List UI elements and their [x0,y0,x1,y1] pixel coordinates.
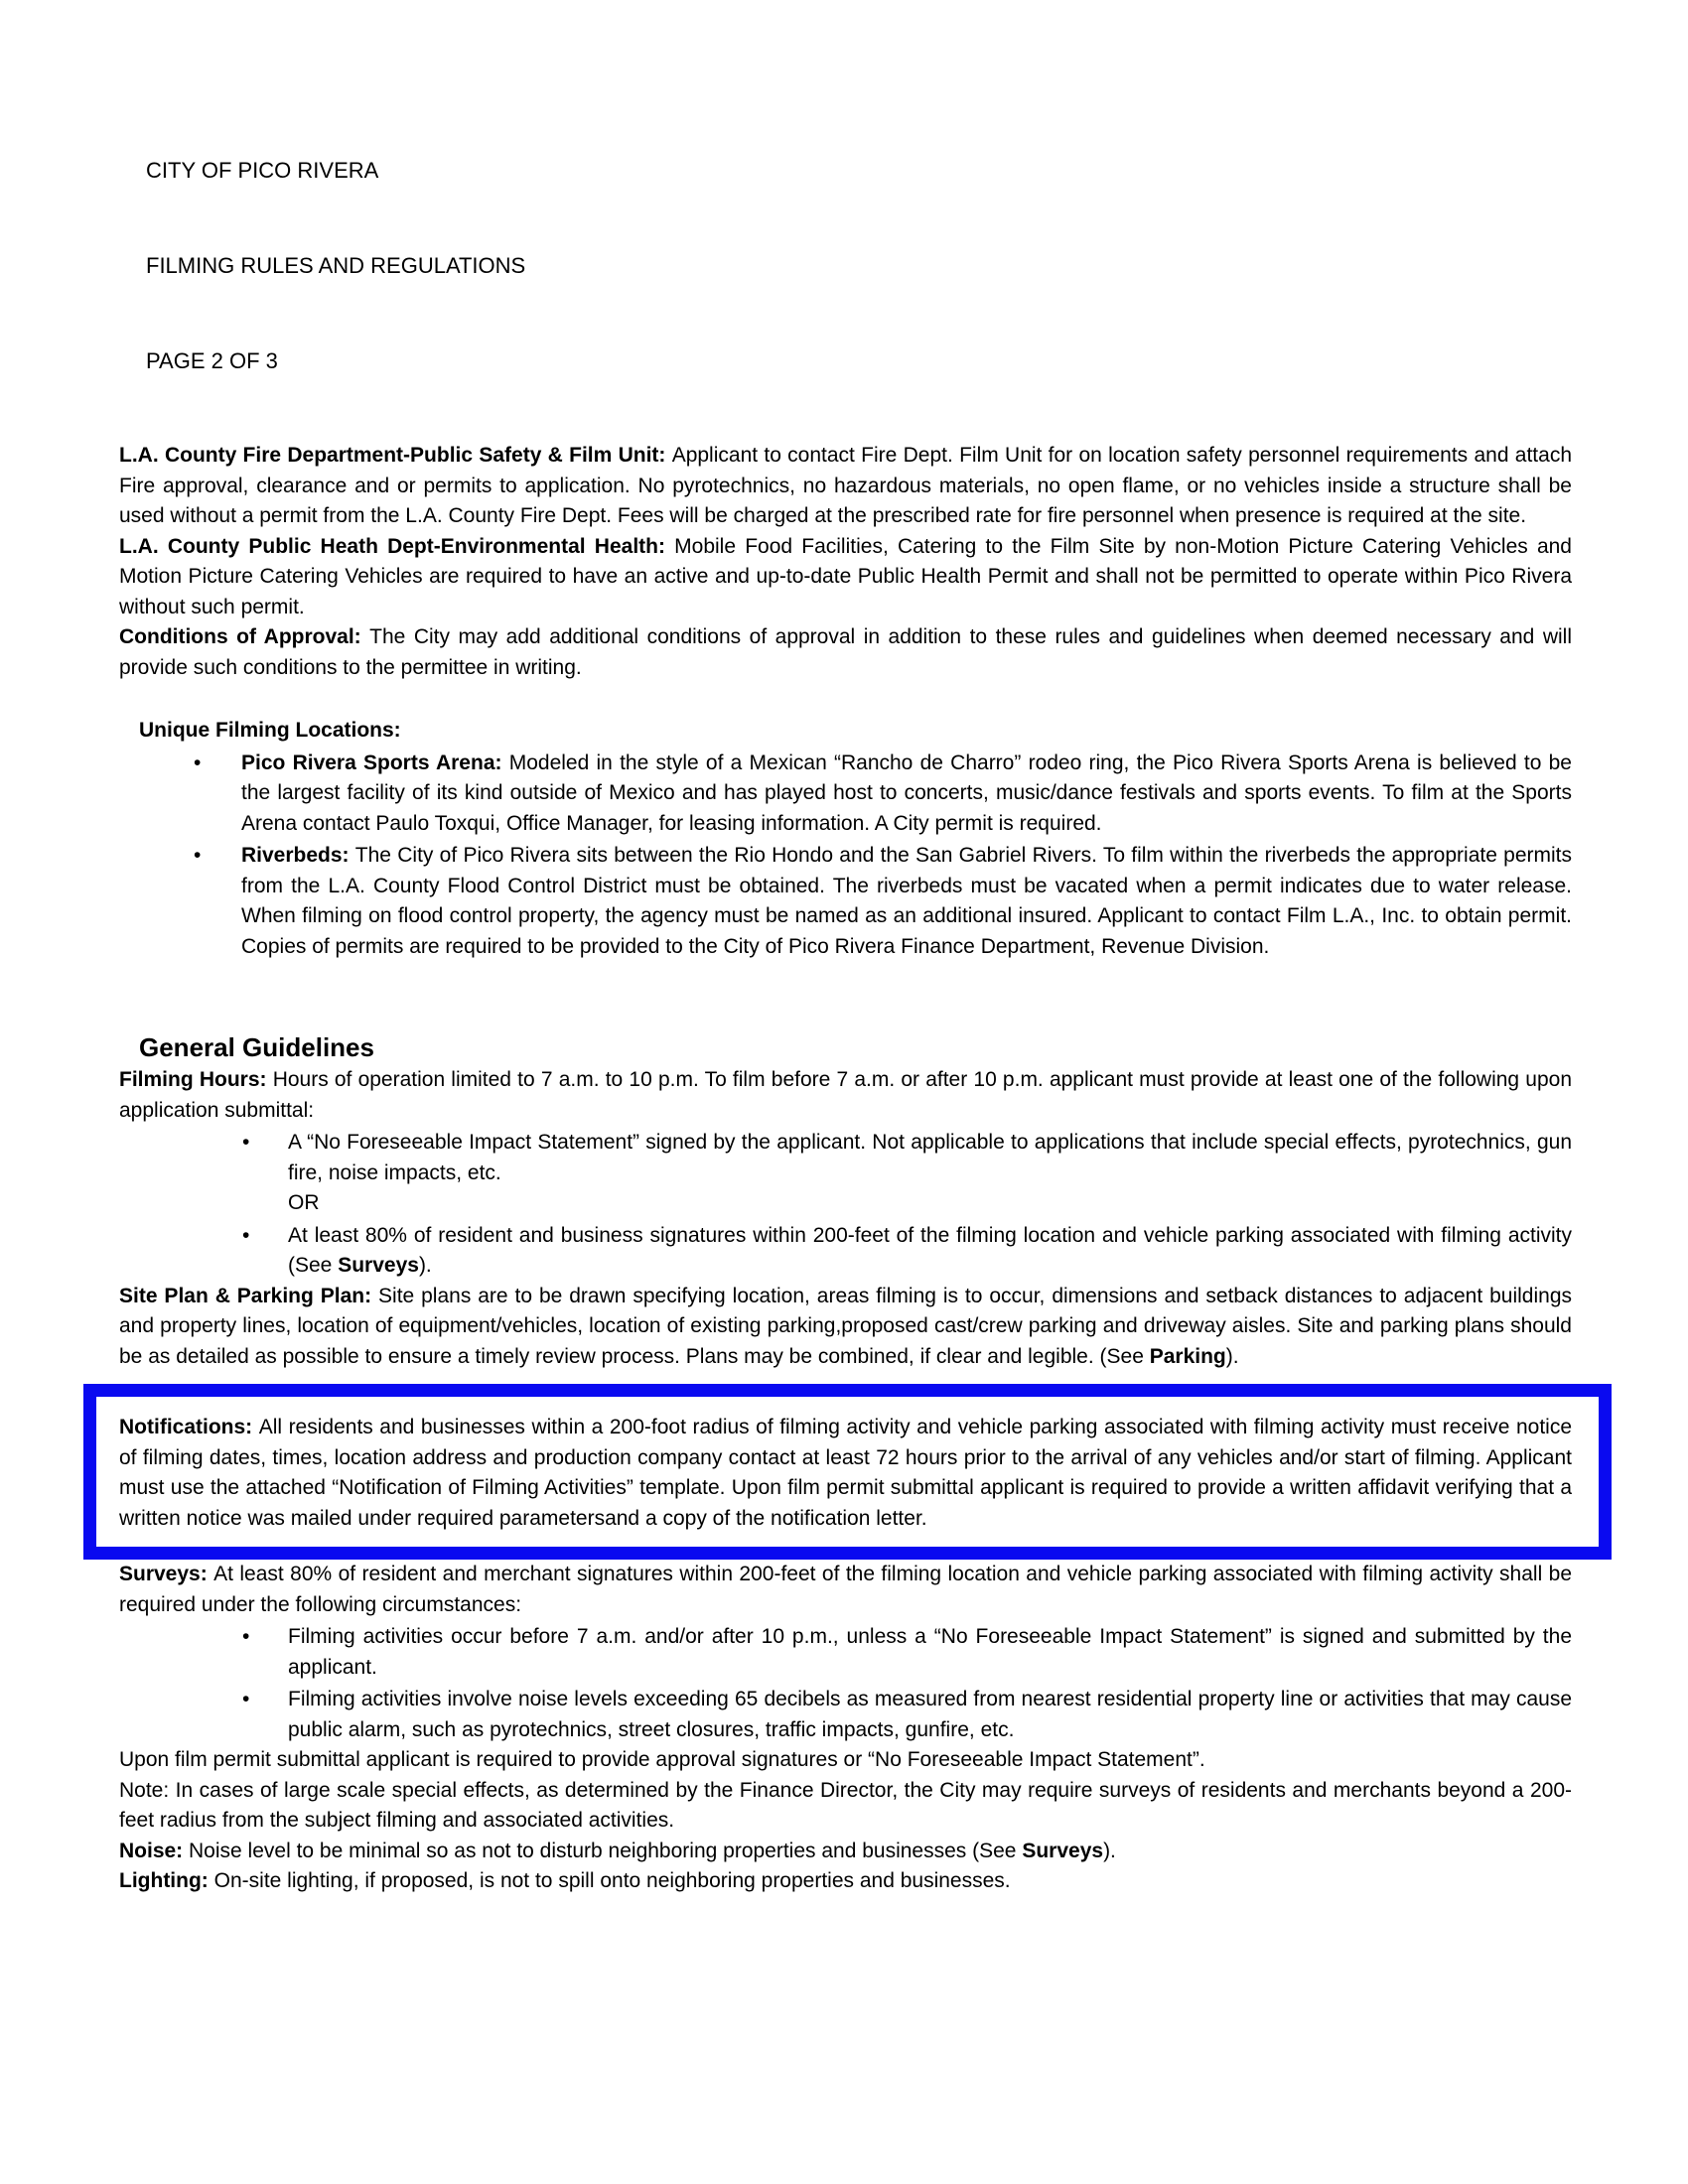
bullet-riverbeds-text: Riverbeds: The City of Pico Rivera sits between the Rio Hondo and the San Gabriel Rivers. To film within the riverbeds the appropriate permits from the L.A. County Flood Control District must be obtained. The riverbeds must be vacated when a permit indicates due to water release. When filming on flood control property, the agency must be named as an additional insured. Applicant to contact Film L.A., Inc. to obtain permit. Copies of permits are required to be provided to the City of Pico Rivera Finance Department, Revenue Division. [241,844,1572,958]
para-conditions-of-approval: Conditions of Approval: The City may add additional conditions of approval in addition to these rules and guidelines when deemed necessary and will provide such conditions to the permittee in writing. [119,625,1573,679]
document-header [146,91,1572,441]
para-upon-submittal: Upon film permit submittal applicant is required to provide approval signatures or “No Foreseeable Impact Statement”. [119,1748,1205,1771]
bullet-icon: • [194,751,202,774]
bullet-resident-signatures [242,1221,1572,1282]
bullet-impact-statement [242,1128,1572,1219]
bullet-sports-arena [194,749,1572,840]
bullet-icon: • [194,844,202,867]
bullet-surveys-hours-text: Filming activities occur before 7 a.m. and/or after 10 p.m., unless a “No Foreseeable Impact Statement” is signed and submitted by the applicant. [288,1625,1572,1679]
notifications-highlight-box [83,1384,1612,1560]
bullet-surveys-noise [242,1685,1572,1745]
bullet-surveys-noise-text: Filming activities involve noise levels exceeding 65 decibels as measured from nearest residential property line or activities that may cause public alarm, such as pyrotechnics, street closures, traffic impacts, gunfire, etc. [288,1688,1572,1741]
heading-general-guidelines: General Guidelines [139,1032,374,1062]
bullet-icon: • [242,1131,250,1154]
bullet-impact-statement-text [288,1128,1572,1219]
heading-unique-filming-locations: Unique Filming Locations: [139,719,401,742]
para-fire-dept: L.A. County Fire Department-Public Safety & Film Unit: Applicant to contact Fire Dept. Film Unit for on location safety personnel requirements and attach Fire approval, clearance and or permits to application. No pyrotechnics, no hazardous materials, no open flame, or no vehicles inside a structure shall be used without a permit from the L.A. County Fire Dept. Fees will be charged at the prescribed rate for fire personnel when presence is required at the site. [119,444,1572,527]
bullet-surveys-hours [242,1622,1572,1683]
impact-statement-text: A “No Foreseeable Impact Statement” signed by the applicant. Not applicable to applications that include special effects, pyrotechnics, gun fire, noise impacts, etc. [288,1131,1572,1184]
bullet-riverbeds [194,841,1572,962]
bullet-icon: • [242,1688,250,1710]
para-filming-hours: Filming Hours: Hours of operation limited to 7 a.m. to 10 p.m. To film before 7 a.m. or after 10 p.m. applicant must provide at least one of the following upon application submittal: [119,1068,1572,1122]
para-noise: Noise: Noise level to be minimal so as not to disturb neighboring properties and businesses (See Surveys). [119,1839,1116,1862]
bullet-sports-arena-text: Pico Rivera Sports Arena: Modeled in the style of a Mexican “Rancho de Charro” rodeo ring, the Pico Rivera Sports Arena is believed to be the largest facility of its kind outside of Mexico and has played host to concerts, music/dance festivals and sports events. To film at the Sports Arena contact Paulo Toxqui, Office Manager, for leasing information. A City permit is required. [241,751,1572,835]
or-separator: OR [288,1191,320,1214]
bullet-resident-signatures-text: At least 80% of resident and business signatures within 200-feet of the filming location and vehicle parking associated with filming activity (See Surveys). [288,1223,1572,1277]
header-title-line: FILMING RULES AND REGULATIONS [146,253,526,278]
header-page-number: PAGE 2 OF 3 [146,348,278,373]
bullet-icon: • [242,1223,250,1247]
para-note-special-effects: Note: In cases of large scale special effects, as determined by the Finance Director, the City may require surveys of residents and merchants beyond a 200-feet radius from the subject filming and associated activities. [119,1778,1572,1832]
para-site-plan-parking-plan: Site Plan & Parking Plan: Site plans are to be drawn specifying location, areas filming is to occur, dimensions and setback distances to adjacent buildings and property lines, location of equipment/vehicles, location of existing parking,proposed cast/crew parking and driveway aisles. Site and parking plans should be as detailed as possible to ensure a timely review process. Plans may be combined, if clear and legible. (See Parking). [119,1284,1572,1368]
para-public-health: L.A. County Public Heath Dept-Environmental Health: Mobile Food Facilities, Catering to the Film Site by non-Motion Picture Catering Vehicles and Motion Picture Catering Vehicles are required to have an active and up-to-date Public Health Permit and shall not be permitted to operate within Pico Rivera without such permit. [119,534,1572,618]
para-lighting: Lighting: On-site lighting, if proposed, is not to spill onto neighboring properties and businesses. [119,1869,1011,1892]
bullet-icon: • [242,1625,250,1648]
para-notifications: Notifications: All residents and businesses within a 200-foot radius of filming activity and vehicle parking associated with filming activity must receive notice of filming dates, times, location address and production company contact at least 72 hours prior to the arrival of any vehicles and/or start of filming. Applicant must use the attached “Notification of Filming Activities” template. Upon film permit submittal applicant is required to provide a written affidavit verifying that a written notice was mailed under required parametersand a copy of the notification letter. [119,1416,1573,1530]
para-surveys: Surveys: At least 80% of resident and merchant signatures within 200-feet of the filming location and vehicle parking associated with filming activity shall be required under the following circumstances: [119,1563,1572,1616]
header-city-line: CITY OF PICO RIVERA [146,158,379,183]
